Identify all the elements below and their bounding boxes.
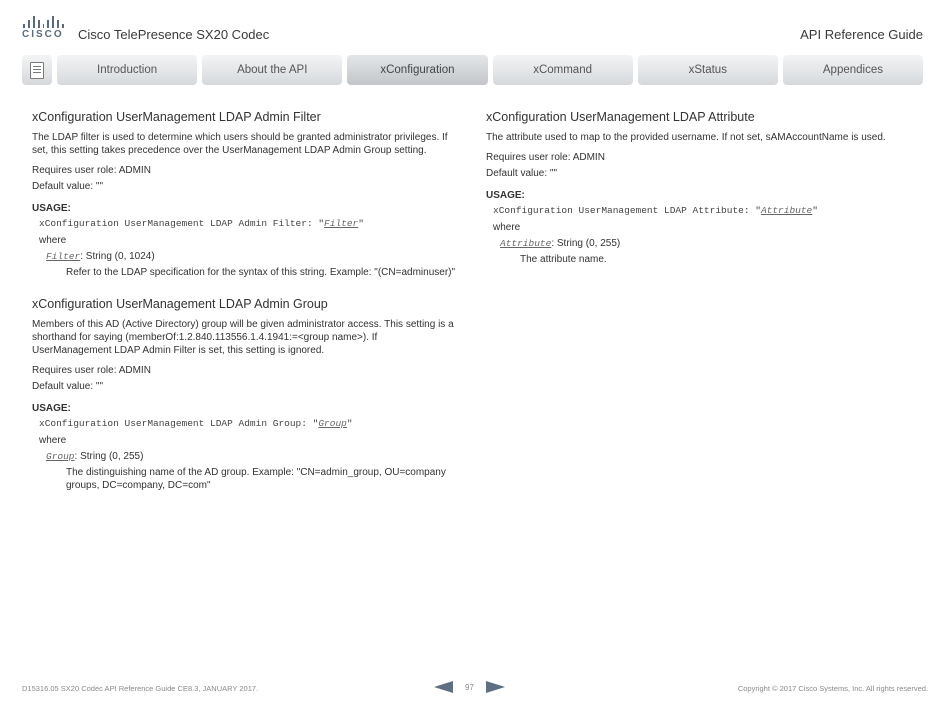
param-definition	[46, 250, 457, 263]
usage-syntax	[39, 418, 457, 430]
param-definition	[46, 450, 457, 463]
pager	[434, 681, 505, 693]
param-name: Attribute	[500, 237, 552, 249]
section-description: The LDAP filter is used to determine which users should be granted administrator privileges. If set, this setting takes precedence over the UserManagement LDAP Admin Group setting.	[32, 132, 448, 157]
top-navigation	[22, 55, 923, 85]
tab-introduction[interactable]: Introduction	[57, 55, 197, 85]
user-role: Requires user role: ADMIN	[32, 365, 151, 377]
default-value: Default value: ""	[486, 168, 558, 180]
usage-suffix: "	[346, 418, 353, 430]
where-label: where	[493, 221, 521, 233]
default-value: Default value: ""	[32, 181, 104, 193]
logo-text: CISCO	[22, 29, 64, 40]
section-attribute	[486, 109, 916, 266]
section-description: Members of this AD (Active Directory) group will be given administrator access. This setting is a shorthand for saying (memberOf:1.2.840.113556.1.4.1941:=<group name>). If UserManagement LDAP Admin Filter is set, this setting is ignored.	[32, 319, 454, 357]
param-description: The distinguishing name of the AD group. Example: "CN=admin_group, OU=company groups, DC=company, DC=com"	[66, 466, 446, 491]
section-title: xConfiguration UserManagement LDAP Admin Filter	[32, 110, 321, 124]
contents-button[interactable]	[22, 55, 52, 85]
section-description: The attribute used to map to the provided username. If not set, sAMAccountName is used.	[486, 132, 886, 144]
default-value: Default value: ""	[32, 381, 104, 393]
param-name: Filter	[46, 250, 81, 262]
usage-prefix: xConfiguration UserManagement LDAP Admin Group: "	[39, 418, 319, 430]
section-admin-group	[32, 296, 457, 492]
usage-suffix: "	[812, 205, 818, 217]
usage-syntax	[39, 218, 457, 230]
usage-syntax	[493, 205, 916, 217]
previous-page-icon[interactable]	[434, 681, 453, 693]
product-title: Cisco TelePresence SX20 Codec	[78, 27, 270, 42]
usage-label: USAGE:	[32, 203, 71, 215]
left-column	[32, 109, 457, 495]
right-column	[486, 109, 916, 269]
tab-appendices[interactable]: Appendices	[783, 55, 923, 85]
user-role: Requires user role: ADMIN	[486, 152, 605, 164]
usage-prefix: xConfiguration UserManagement LDAP Admin Filter: "	[39, 218, 325, 230]
usage-suffix: "	[358, 218, 364, 230]
next-page-icon[interactable]	[486, 681, 505, 693]
usage-param: Attribute	[760, 205, 813, 217]
usage-prefix: xConfiguration UserManagement LDAP Attribute: "	[493, 205, 761, 217]
usage-param: Filter	[324, 218, 359, 230]
param-description: Refer to the LDAP specification for the syntax of this string. Example: "(CN=adminuser)"	[66, 266, 456, 278]
section-admin-filter	[32, 109, 457, 279]
where-label: where	[39, 434, 67, 446]
cisco-logo	[22, 16, 64, 40]
param-name: Group	[46, 450, 75, 462]
tab-xcommand[interactable]: xCommand	[493, 55, 633, 85]
copyright: Copyright © 2017 Cisco Systems, Inc. All rights reserved.	[737, 684, 928, 693]
page-footer	[0, 681, 950, 697]
param-description: The attribute name.	[520, 253, 607, 265]
param-definition	[500, 237, 916, 250]
tab-about-the-api[interactable]: About the API	[202, 55, 342, 85]
usage-label: USAGE:	[486, 190, 525, 202]
param-type: : String (0, 255)	[74, 450, 144, 462]
tab-xstatus[interactable]: xStatus	[638, 55, 778, 85]
document-list-icon	[30, 62, 44, 79]
document-id: D15316.05 SX20 Codec API Reference Guide CE8.3, JANUARY 2017.	[22, 684, 259, 693]
param-type: : String (0, 1024)	[80, 250, 155, 262]
param-type: : String (0, 255)	[551, 237, 621, 249]
usage-label: USAGE:	[32, 403, 71, 415]
page-number: 97	[465, 682, 474, 692]
page-header	[0, 0, 950, 50]
where-label: where	[39, 234, 67, 246]
section-title: xConfiguration UserManagement LDAP Admin Group	[32, 296, 328, 311]
user-role: Requires user role: ADMIN	[32, 165, 151, 177]
usage-param: Group	[318, 418, 347, 430]
section-title: xConfiguration UserManagement LDAP Attribute	[486, 110, 755, 124]
guide-title: API Reference Guide	[800, 27, 923, 42]
tab-xconfiguration[interactable]: xConfiguration	[347, 55, 487, 85]
